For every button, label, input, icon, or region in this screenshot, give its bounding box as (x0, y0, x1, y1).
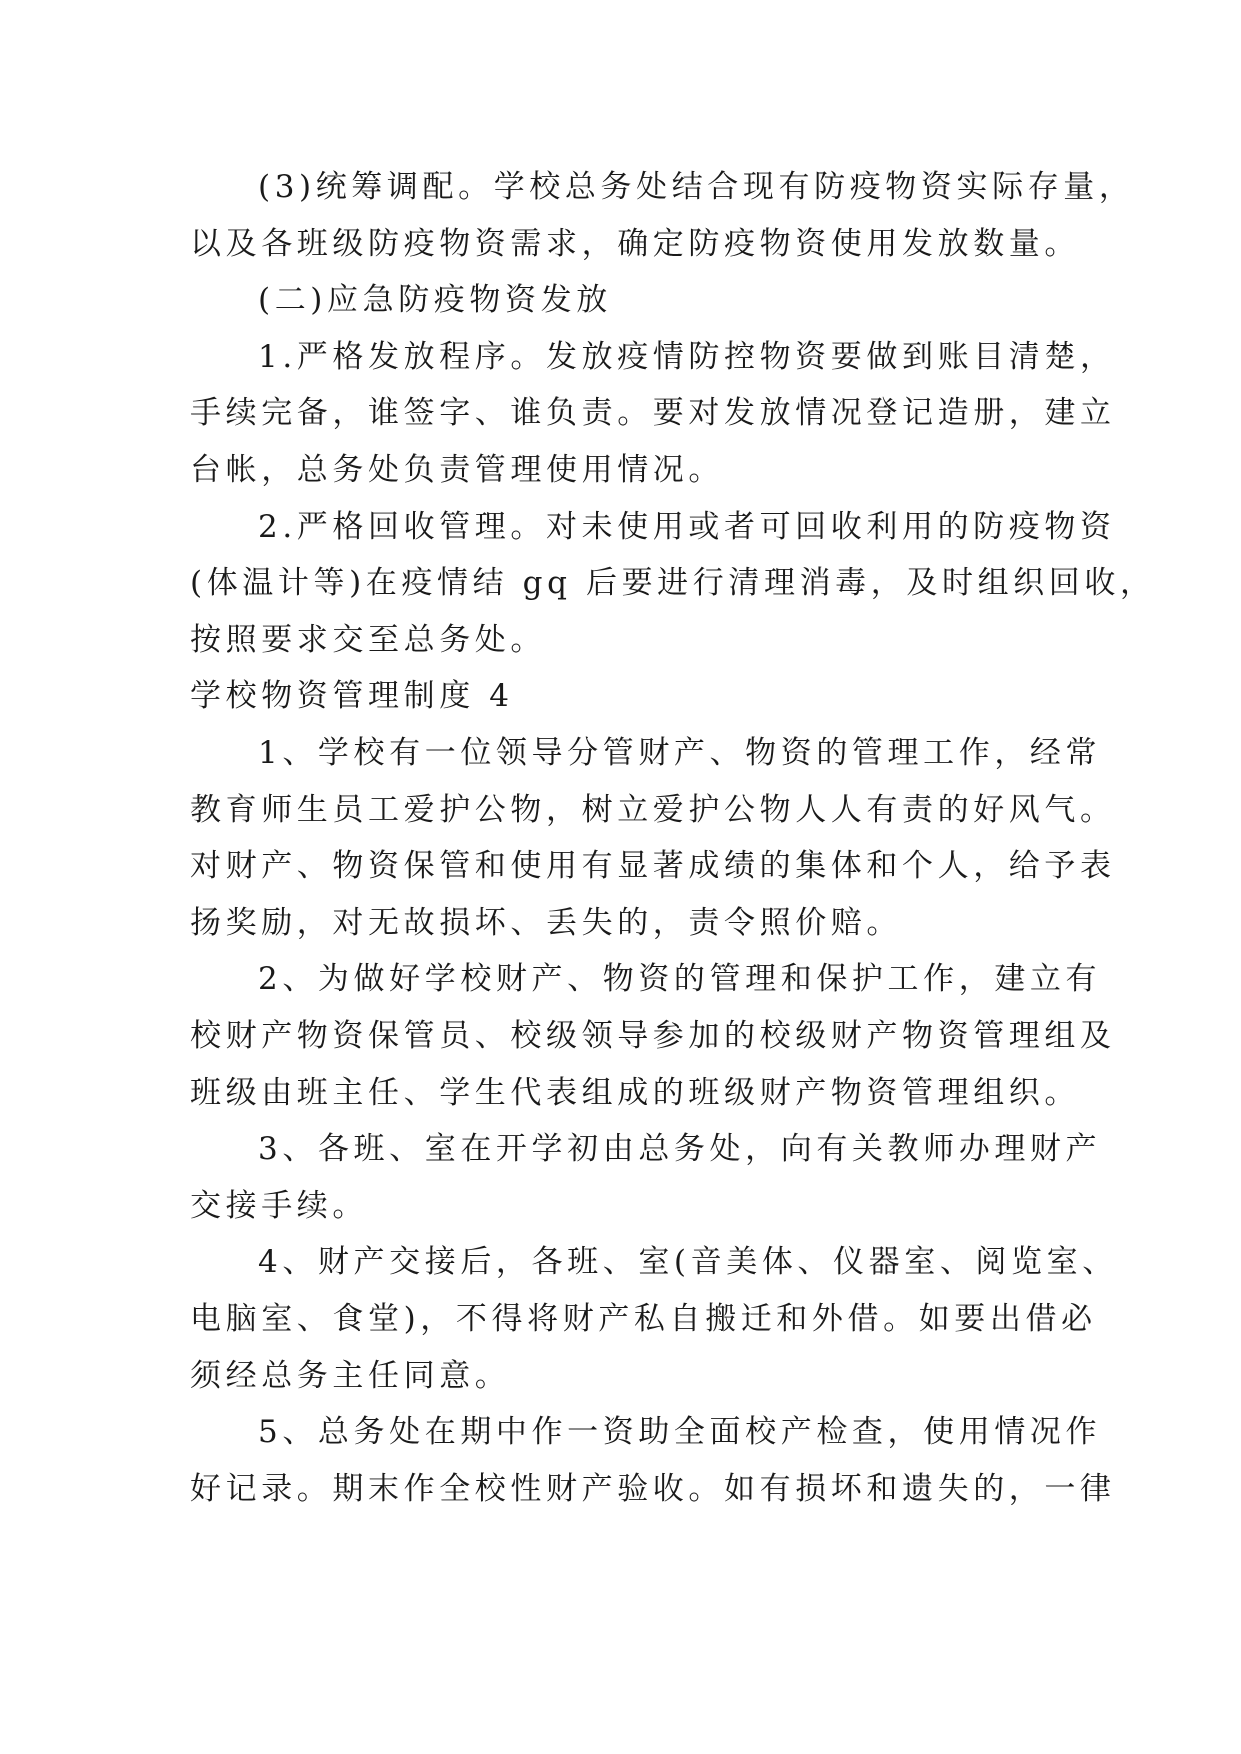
text-line: 对财产、物资保管和使用有显著成绩的集体和个人，给予表 (190, 848, 1116, 884)
text-line: 3、各班、室在开学初由总务处，向有关教师办理财产 (258, 1131, 1102, 1167)
text-line: 以及各班级防疫物资需求，确定防疫物资使用发放数量。 (190, 226, 1080, 262)
text-line: (体温计等)在疫情结 gq 后要进行清理消毒，及时组织回收， (190, 565, 1156, 601)
text-line: 教育师生员工爱护公物，树立爱护公物人人有责的好风气。 (190, 792, 1116, 828)
text-line: 2、为做好学校财产、物资的管理和保护工作，建立有 (258, 961, 1102, 997)
text-line: 1.严格发放程序。发放疫情防控物资要做到账目清楚， (258, 339, 1116, 375)
text-line: 2.严格回收管理。对未使用或者可回收利用的防疫物资 (258, 509, 1116, 545)
section-heading: (二)应急防疫物资发放 (258, 282, 612, 318)
text-line: (3)统筹调配。学校总务处结合现有防疫物资实际存量， (258, 169, 1135, 205)
text-line: 好记录。期末作全校性财产验收。如有损坏和遗失的，一律 (190, 1471, 1116, 1507)
text-line: 台帐，总务处负责管理使用情况。 (190, 452, 724, 488)
text-line: 按照要求交至总务处。 (190, 622, 546, 658)
text-line: 校财产物资保管员、校级领导参加的校级财产物资管理组及 (190, 1018, 1116, 1054)
text-line: 班级由班主任、学生代表组成的班级财产物资管理组织。 (190, 1075, 1080, 1111)
text-line: 4、财产交接后，各班、室(音美体、仪器室、阅览室、 (258, 1244, 1118, 1280)
text-line: 5、总务处在期中作一资助全面校产检查，使用情况作 (258, 1414, 1102, 1450)
document-title: 学校物资管理制度 4 (190, 678, 514, 714)
text-line: 须经总务主任同意。 (190, 1358, 511, 1394)
text-line: 扬奖励，对无故损坏、丢失的，责令照价赔。 (190, 905, 902, 941)
text-line: 1、学校有一位领导分管财产、物资的管理工作，经常 (258, 735, 1102, 771)
text-line: 手续完备，谁签字、谁负责。要对发放情况登记造册，建立 (190, 395, 1116, 431)
text-line: 交接手续。 (190, 1188, 368, 1224)
text-line: 电脑室、食堂)，不得将财产私自搬迁和外借。如要出借必 (190, 1301, 1097, 1337)
